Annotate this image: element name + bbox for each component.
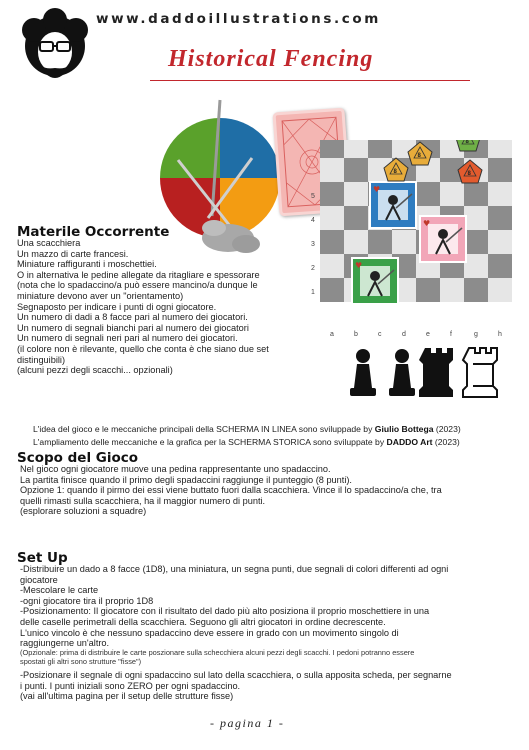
board-square bbox=[464, 206, 488, 230]
materiale-list bbox=[17, 238, 269, 376]
board-col-label: d bbox=[402, 331, 406, 338]
credit-1-author: Giulio Bottega bbox=[374, 424, 434, 434]
page-number: - pagina 1 - bbox=[210, 716, 285, 730]
setup-line: raggiungerne un'altro. bbox=[20, 638, 110, 649]
svg-text:♥: ♥ bbox=[355, 261, 363, 270]
materiale-item: Un numero di dadi a 8 facce pari al numero dei giocatori. bbox=[17, 312, 248, 323]
board-square bbox=[320, 182, 344, 206]
board-square bbox=[488, 182, 512, 206]
credit-2-year: (2023) bbox=[432, 437, 460, 447]
scopo-line: (esplorare soluzioni a squadre) bbox=[20, 506, 147, 517]
black-rook-icon bbox=[419, 348, 453, 397]
bearded-face-logo bbox=[20, 8, 90, 94]
setup-line: delle caselle perimetrali della scacchiera. Seguono gli altri giocatori in ordine decrescente. bbox=[20, 616, 386, 627]
credit-2-author: DADDO Art bbox=[386, 437, 433, 447]
materiale-item: Un numero di segnali neri pari al numero dei giocatori. bbox=[17, 333, 238, 344]
board-square bbox=[320, 140, 344, 158]
materiale-item: (alcuni pezzi degli scacchi... opzionali) bbox=[17, 365, 173, 376]
setup-line: giocatore bbox=[20, 574, 58, 585]
materiale-item: O in alternativa le pedine allegate da ritagliare e spessorare bbox=[17, 269, 260, 280]
board-square bbox=[320, 254, 344, 278]
scopo-title: Scopo del Gioco bbox=[17, 450, 139, 466]
board-col-label: h bbox=[498, 331, 502, 338]
setup-note-line: spostati gli altri sono strutture "fisse") bbox=[20, 656, 142, 666]
board-square bbox=[488, 230, 512, 254]
materiale-item: Miniature raffiguranti i moschettiei. bbox=[17, 259, 157, 270]
svg-text:♥: ♥ bbox=[423, 219, 431, 228]
credit-1-year: (2023) bbox=[433, 424, 461, 434]
scopo-line: Nel gioco ogni giocatore muove una pedina rappresentante uno spadaccino. bbox=[20, 464, 331, 474]
black-pawn-icon bbox=[350, 349, 376, 396]
board-square bbox=[320, 230, 344, 254]
title-underline bbox=[150, 80, 470, 81]
board-square bbox=[488, 158, 512, 182]
scopo-line: La partita finisce quando il primo degli spadaccini raggiunge il punteggio (8 punti). bbox=[20, 474, 352, 485]
setup-line: -ogni giocatore tira il proprio 1D8 bbox=[20, 595, 154, 606]
board-row-label: 5 bbox=[311, 193, 315, 200]
board-square bbox=[464, 182, 488, 206]
board-row-label: 3 bbox=[311, 241, 315, 248]
setup-line: -Mescolare le carte bbox=[20, 585, 99, 596]
chess-pieces-row bbox=[345, 344, 515, 402]
setup-line: -Posizionamento: Il giocatore con il risultato del dado più alto posiziona il proprio moschettiere in una bbox=[20, 606, 430, 617]
board-square bbox=[488, 278, 512, 302]
site-url: www.daddoillustrations.com bbox=[96, 11, 381, 27]
board-col-label: c bbox=[378, 331, 382, 338]
credit-line-2 bbox=[33, 437, 460, 447]
setup-optional-note bbox=[20, 649, 414, 666]
board-square bbox=[488, 140, 512, 158]
dice-face-label: 8 bbox=[417, 153, 421, 159]
board-square bbox=[440, 278, 464, 302]
setup-line: L'unico vincolo è che nessuno spadaccino deve essere in grado con un movimento singolo di bbox=[20, 627, 399, 638]
board-square bbox=[440, 182, 464, 206]
dice-face-label: 8 bbox=[393, 169, 397, 175]
color-wheel-illustration bbox=[158, 98, 288, 258]
svg-text:♥: ♥ bbox=[373, 185, 381, 194]
credit-2-text: L'ampliamento delle meccaniche e la grafica per la SCHERMA STORICA sono sviluppate by bbox=[33, 437, 387, 447]
board-square bbox=[416, 182, 440, 206]
board-square bbox=[488, 254, 512, 278]
board-col-label: a bbox=[330, 331, 334, 338]
wheel-segment-blue bbox=[220, 118, 280, 178]
materiale-item: (il colore non è rilevante, quello che conta è che siano due set bbox=[17, 343, 269, 354]
materiale-item: Una scacchiera bbox=[17, 238, 81, 248]
board-square bbox=[320, 278, 344, 302]
board-col-label: g bbox=[474, 331, 478, 338]
white-rook-icon bbox=[463, 348, 497, 397]
board-square bbox=[344, 140, 368, 158]
setup-note-line: (Opzionale: prima di distribuire le carte poszionare sulla schecchiera alcuni pezzi degli scacchi. I pedoni potranno essere bbox=[20, 648, 415, 657]
scopo-line: Opzione 1: quando il pirmo dei essi viene buttato fuori dalla scacchiera. Vince il lo spadaccino/a che, tra bbox=[20, 485, 442, 496]
board-square bbox=[416, 278, 440, 302]
setup-line: -Posizionare il segnale di ogni spadaccino sul lato della scacchiera, o sulla apposita scheda, per segnarne bbox=[20, 670, 452, 680]
materiale-item: (nota che lo spadaccino/a può essere mancino/a dunque le bbox=[17, 280, 258, 291]
board-col-label: e bbox=[426, 331, 430, 338]
credit-line-1 bbox=[33, 424, 461, 434]
page-title: Historical Fencing bbox=[168, 46, 374, 72]
board-square bbox=[488, 206, 512, 230]
board-square bbox=[368, 140, 392, 158]
setup-line: i punti. I punti iniziali sono ZERO per ogni spadaccino. bbox=[20, 680, 241, 691]
setup-line: (vai all'ultima pagina per il setup delle strutture fisse) bbox=[20, 691, 234, 702]
board-square bbox=[464, 278, 488, 302]
board-row-label: 2 bbox=[311, 265, 315, 272]
dice-face-label: 8 bbox=[465, 140, 469, 145]
board-square bbox=[344, 182, 368, 206]
board-square bbox=[344, 230, 368, 254]
materiale-item: Un numero di segnali bianchi pari al numero dei giocatori bbox=[17, 322, 249, 333]
materiale-item: distinguibili) bbox=[17, 354, 66, 365]
board-square bbox=[464, 230, 488, 254]
materiale-title: Materile Occorrente bbox=[17, 224, 170, 240]
board-square bbox=[392, 230, 416, 254]
board-square bbox=[368, 230, 392, 254]
scopo-text bbox=[20, 464, 442, 517]
wheel-segment-green bbox=[160, 118, 220, 178]
materiale-item: Segnaposto per indicare i punti di ogni giocatore. bbox=[17, 301, 217, 312]
chessboard-illustration bbox=[308, 140, 522, 340]
setup-steps-continued bbox=[20, 670, 452, 702]
board-col-label: b bbox=[354, 331, 358, 338]
board-square bbox=[464, 254, 488, 278]
logo-avatar bbox=[20, 8, 90, 94]
board-row-label: 1 bbox=[311, 289, 315, 296]
materiale-item: miniature devono aver un "orientamento) bbox=[17, 290, 184, 301]
board-square bbox=[344, 206, 368, 230]
black-pawn-icon bbox=[389, 349, 415, 396]
credit-1-text: L'idea del gioco e le meccaniche principali della SCHERMA IN LINEA sono sviluppade by bbox=[33, 424, 375, 434]
board-square bbox=[320, 158, 344, 182]
materiale-item: Un mazzo di carte francesi. bbox=[17, 248, 129, 259]
board-square bbox=[344, 158, 368, 182]
dice-face-label: 8 bbox=[467, 171, 471, 177]
board-row-label: 4 bbox=[311, 217, 315, 224]
setup-line: -Distribuire un dado a 8 facce (1D8), una miniatura, un segna punti, due segnali di colori differenti ad ogni bbox=[20, 564, 449, 574]
scopo-line: quelli rimasti sulla scacchiera, ha il maggior numero di punti. bbox=[20, 495, 266, 506]
setup-title: Set Up bbox=[17, 550, 68, 566]
setup-steps bbox=[20, 564, 448, 649]
board-square bbox=[320, 206, 344, 230]
board-col-label: f bbox=[450, 331, 452, 338]
